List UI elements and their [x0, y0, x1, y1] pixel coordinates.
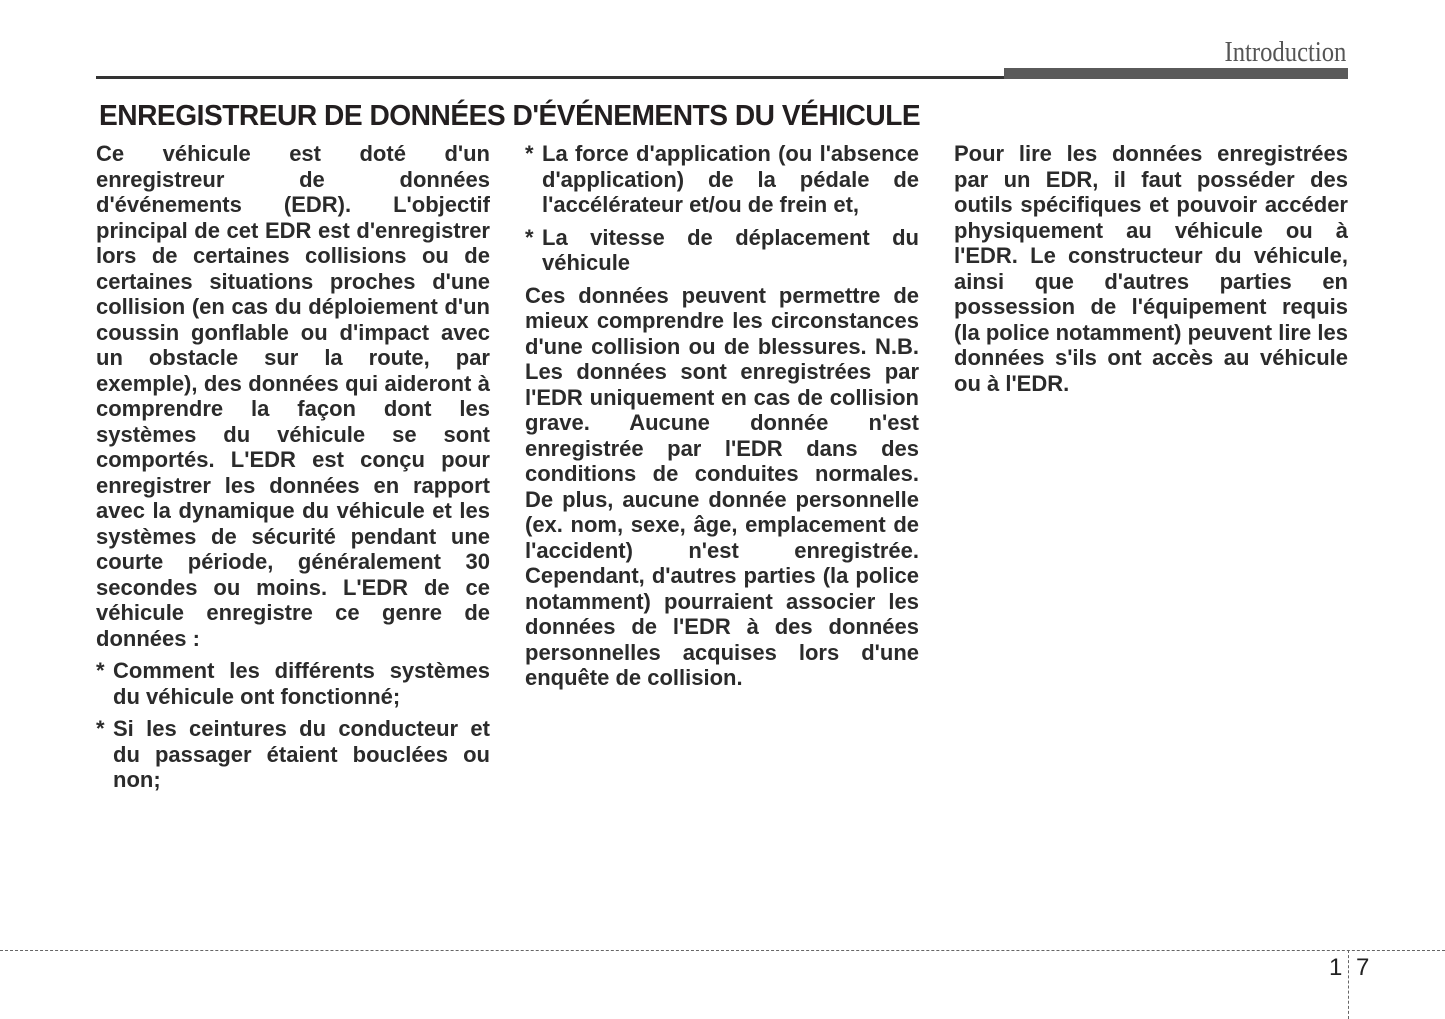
bullet-marker: * — [96, 716, 105, 741]
section-title: Introduction — [1224, 36, 1346, 68]
bullet-text: Comment les différents systèmes du véhicule ont fonctionné; — [113, 658, 490, 709]
page-number: 7 — [1356, 954, 1370, 981]
paragraph: Pour lire les données enregistrées par un EDR, il faut posséder des outils spécifiques et pouvoir accéder physiquement au véhicule ou à l'EDR. Le constructeur du véhicule, ainsi que d'autres parties en possession de l'équipement requis (la police notamment) peuvent lire les données s'ils ont accès au véhicule ou à l'EDR. — [954, 141, 1348, 396]
header-rule — [96, 76, 1006, 79]
bullet-item — [96, 658, 490, 709]
header-tab-bar — [1004, 68, 1348, 79]
column-3 — [954, 141, 1348, 403]
bullet-item — [525, 141, 919, 218]
page-heading: ENREGISTREUR DE DONNÉES D'ÉVÉNEMENTS DU VÉHICULE — [99, 100, 921, 132]
bullet-marker: * — [525, 141, 534, 166]
footer-divider — [0, 950, 1445, 951]
bullet-marker: * — [525, 224, 534, 250]
paragraph: Ce véhicule est doté d'un enregistreur de données d'événements (EDR). L'objectif principal de cet EDR est d'enregistrer lors de certaines collisions ou de certaines situations proches d'une collision (en cas du déploiement d'un coussin gonflable ou d'impact avec un obstacle sur la route, par exemple), des données qui aideront à comprendre la façon dont les systèmes du véhicule se sont comportés. L'EDR est conçu pour enregistrer les données en rapport avec la dynamique du véhicule et les systèmes de sécurité pendant une courte période, généralement 30 secondes ou moins. L'EDR de ce véhicule enregistre ce genre de données : — [96, 141, 490, 651]
paragraph: Ces données peuvent permettre de mieux comprendre les circonstances d'une collision ou de blessures. N.B. Les données sont enregistrées par l'EDR uniquement en cas de collision grave. Aucune donnée n'est enregistrée par l'EDR dans des conditions de conduites normales. De plus, aucune donnée personnelle (ex. nom, sexe, âge, emplacement de l'accident) n'est enregistrée. Cependant, d'autres parties (la police notamment) pourraient associer les données de l'EDR à des données personnelles acquises lors d'une enquête de collision. — [525, 282, 919, 690]
bullet-item — [96, 716, 490, 793]
bullet-text: La vitesse de déplacement du véhicule — [542, 224, 919, 275]
page-number-divider — [1348, 950, 1349, 1019]
bullet-text: La force d'application (ou l'absence d'application) de la pédale de l'accélérateur et/ou de frein et, — [542, 141, 919, 217]
bullet-marker: * — [96, 658, 105, 683]
column-1 — [96, 141, 490, 800]
bullet-text: Si les ceintures du conducteur et du passager étaient bouclées ou non; — [113, 716, 490, 792]
bullet-item — [525, 225, 919, 276]
chapter-number: 1 — [1329, 954, 1343, 981]
column-2 — [525, 141, 919, 698]
